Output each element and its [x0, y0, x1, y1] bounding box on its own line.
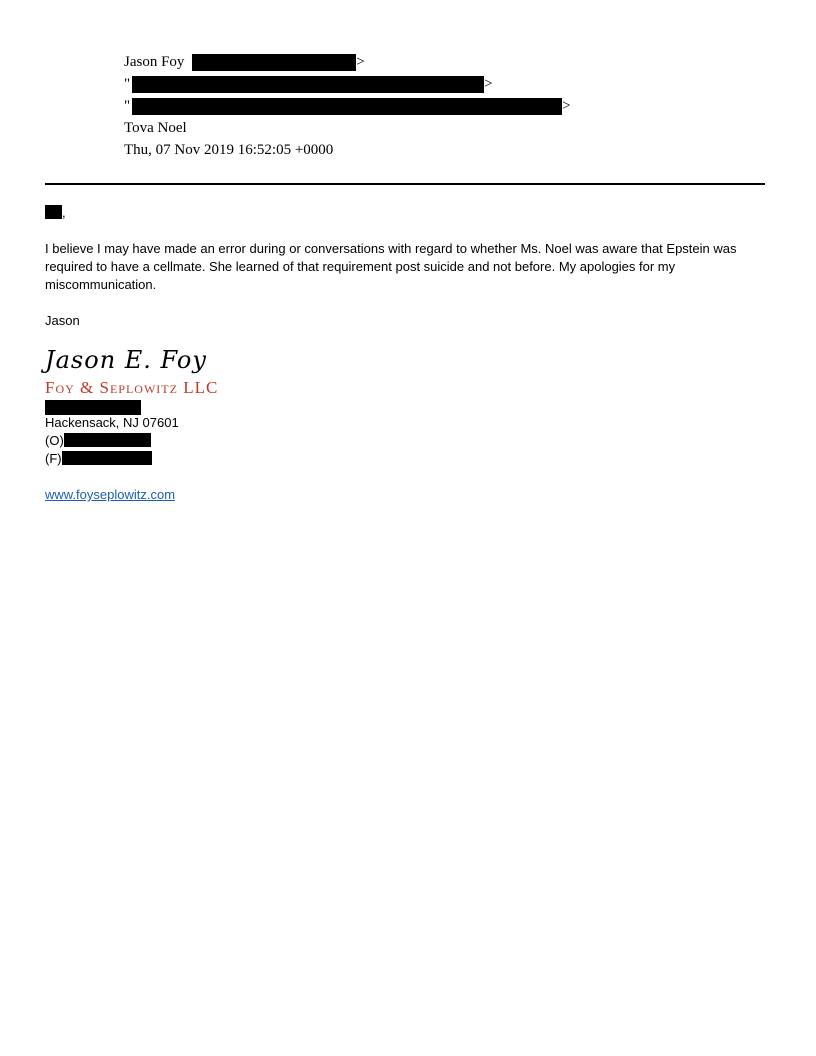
signoff: Jason — [45, 313, 80, 328]
redaction-box — [45, 400, 141, 415]
from-value: Jason Foy — [124, 54, 185, 70]
redaction-box — [132, 98, 562, 115]
office-phone-line — [45, 432, 151, 450]
firm-name: Foy & Seplowitz LLC — [45, 378, 219, 397]
to-prefix: " — [124, 76, 131, 92]
redaction-box — [192, 54, 356, 71]
bracket-close: > — [484, 76, 493, 92]
website-link[interactable]: www.foyseplowitz.com — [45, 487, 176, 502]
redaction-box — [64, 433, 151, 447]
message-paragraph: I believe I may have made an error during or conversations with regard to whether Ms. Noel was aware that Epstein was required to have a cellmate. She learned of that requirement post suicide and not before. My apologies for my miscommunication. — [45, 241, 737, 292]
cc-prefix: " — [124, 98, 131, 114]
redaction-box — [132, 76, 484, 93]
subject-value: Tova Noel — [124, 120, 187, 136]
bracket-close: > — [356, 54, 365, 70]
greeting-suffix: , — [62, 205, 66, 220]
date-value: Thu, 07 Nov 2019 16:52:05 +0000 — [124, 142, 334, 158]
bracket-close: > — [562, 98, 571, 114]
greeting — [45, 204, 770, 222]
redaction-box — [62, 451, 152, 465]
signature-script-name: Jason E. Foy — [45, 346, 207, 374]
city-line: Hackensack, NJ 07601 — [45, 415, 179, 430]
fax-label: (F) — [45, 451, 62, 466]
header-divider — [45, 183, 765, 185]
redaction-box — [45, 205, 62, 219]
fax-line — [45, 450, 152, 468]
office-label: (O) — [45, 433, 64, 448]
